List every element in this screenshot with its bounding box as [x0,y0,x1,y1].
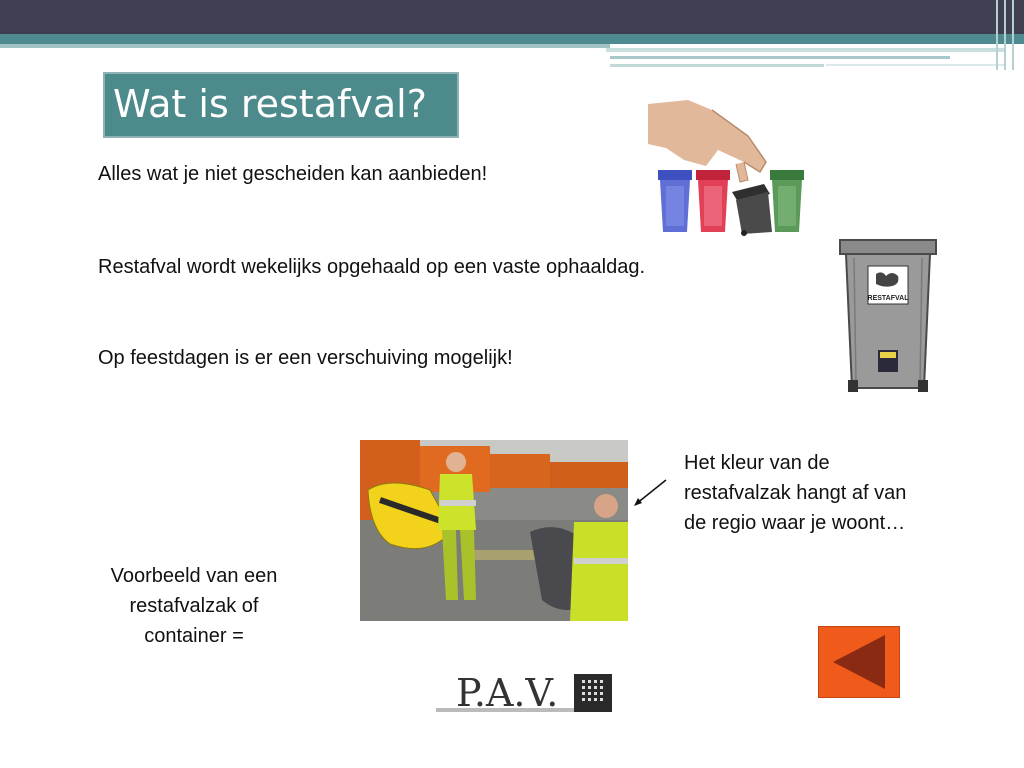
caption-line: restafvalzak hangt af van [684,482,907,504]
header-dark-bar [0,0,1024,34]
caption-right [684,448,984,538]
bin-label: RESTAFVAL [867,295,909,302]
back-button[interactable] [818,626,900,698]
caption-line: container = [144,625,244,647]
header-teal-bar [0,34,1024,44]
header-line [610,64,824,67]
caption-line: restafvalzak of [129,595,259,617]
header-light-bar [0,44,610,48]
triangle-left-icon [819,627,899,697]
caption-line: de regio waar je woont… [684,512,906,534]
caption-line: Het kleur van de [684,452,830,474]
arrow-pointer-icon [630,478,670,508]
logo-text: P.A.V. [456,671,559,715]
header-right-bar [606,48,1004,52]
caption-line: Voorbeeld van een [110,565,278,587]
bullet-text: Restafval wordt wekelijks opgehaald op een vaste ophaaldag. [98,256,646,278]
header-line [826,64,1004,66]
pav-logo [434,666,616,718]
header-stripe [1012,0,1014,70]
header-stripe [996,0,998,70]
waste-collectors-photo [360,440,628,621]
colored-bins-image [648,100,808,236]
bullet-text: Alles wat je niet gescheiden kan aanbieden! [98,163,488,185]
header-line [610,56,950,59]
bullet-text: Op feestdagen is er een verschuiving mogelijk! [98,347,513,369]
grey-container-image [838,238,940,394]
caption-left [84,561,304,651]
slide-title: Wat is restafval? [113,82,427,126]
header-stripe [1004,0,1006,70]
